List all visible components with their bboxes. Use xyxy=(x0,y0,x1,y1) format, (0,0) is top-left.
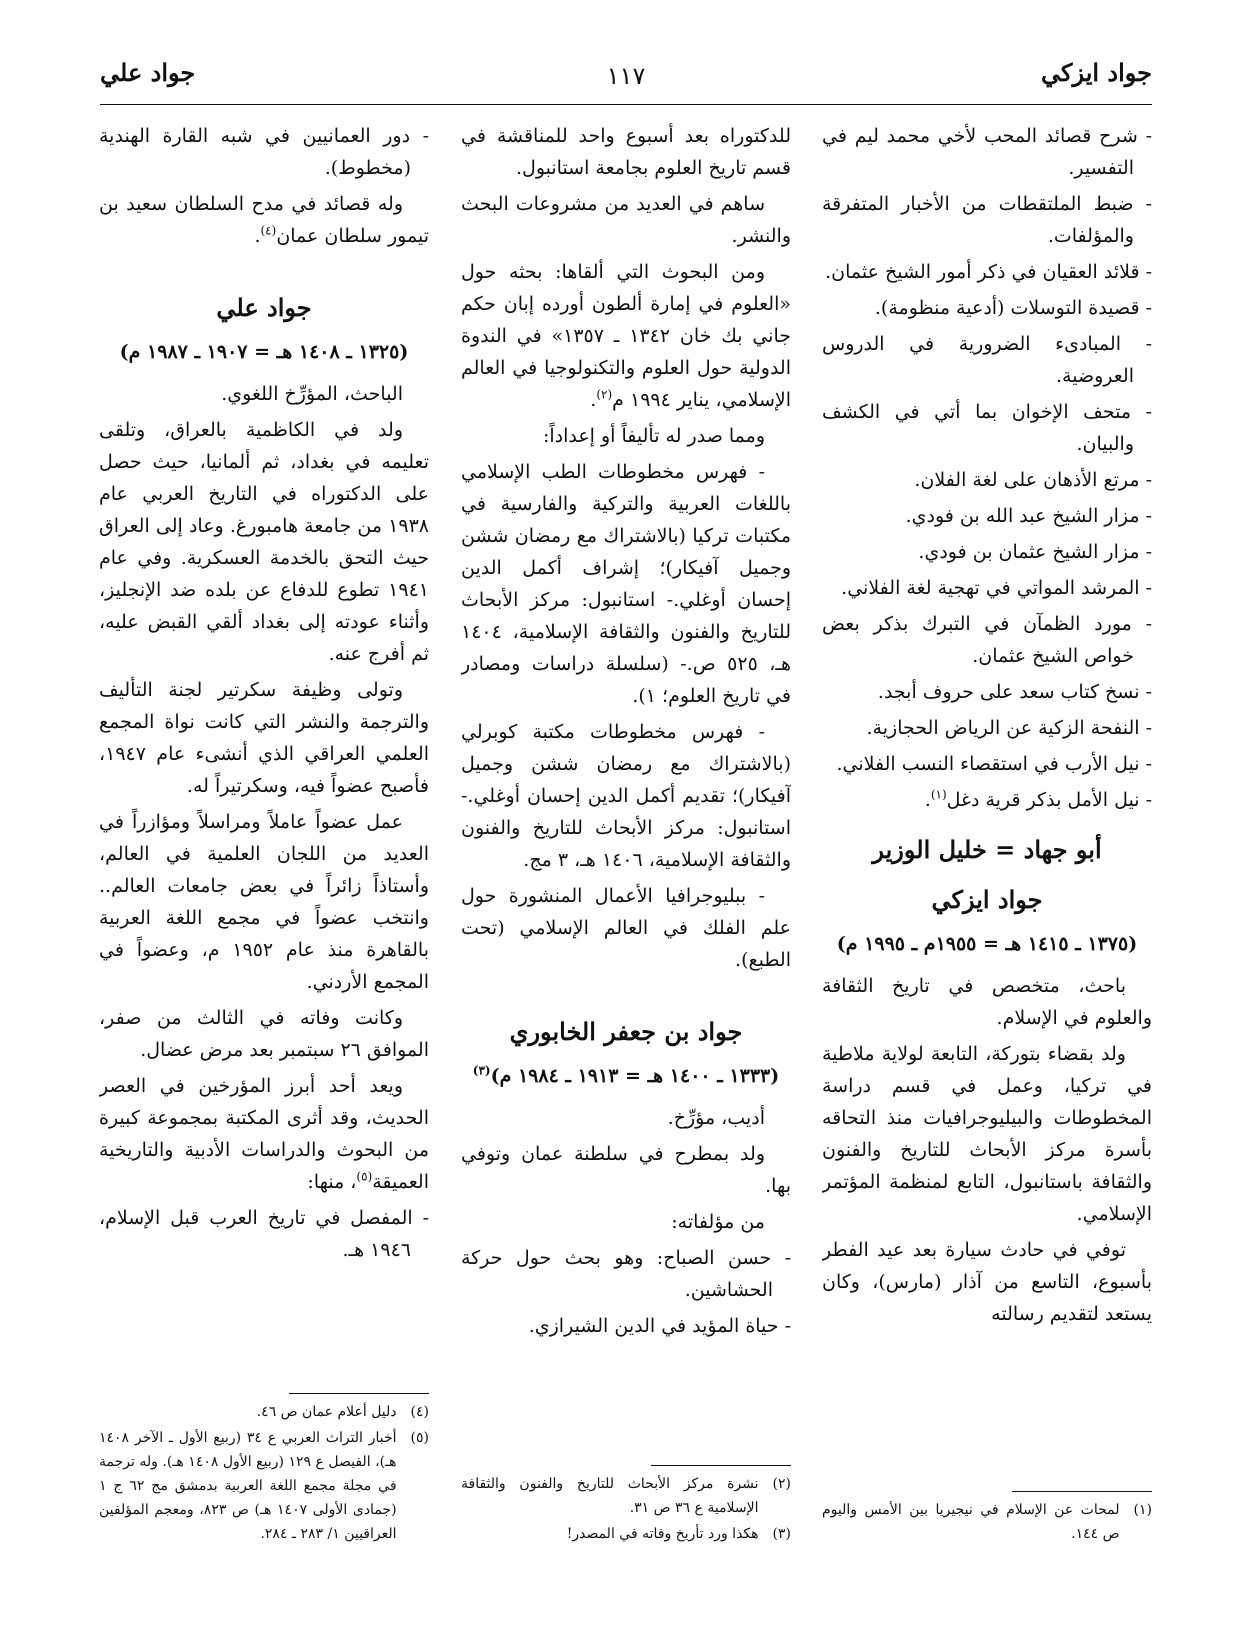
paragraph: عمل عضواً عاملاً ومراسلاً ومؤازراً في العديد من اللجان العلمية في العالم، وأستاذاً زائراً في بعض جامعات العالم.. وانتخب عضواً في مجمع اللغة العربية بالقاهرة منذ عام ١٩٥٢ م، وعضواً في المجمع الأردني. xyxy=(99,811,429,993)
footnote xyxy=(822,1498,1152,1546)
paragraph-text: ويعد أحد أبرز المؤرخين في العصر الحديث، وقد أثرى المكتبة بمجموعة كبيرة من البحوث والدراسات الأدبية والتاريخية العميقة xyxy=(99,1075,429,1193)
column-left xyxy=(99,120,429,1510)
list-item: - حسن الصباح: وهو بحث حول حركة الحشاشين. xyxy=(461,1247,791,1301)
footnote-ref: (١) xyxy=(930,787,947,802)
entry-dates-text: (١٣٣٣ ـ ١٤٠٠ هـ = ١٩١٣ ـ ١٩٨٤ م) xyxy=(490,1065,780,1087)
paragraph-text: ومن البحوث التي ألقاها: بحثه حول «العلوم في إمارة ألطون أورده إبان حكم جاني بك خان ١٣٤٢ ـ ١٣٥٧» في الندوة الدولية حول العلوم والتكنولوجيا في العالم الإسلامي، يناير ١٩٩٤ م xyxy=(461,261,791,411)
entry-heading: جواد بن جعفر الخابوري xyxy=(509,1017,743,1046)
footnote-ref: (٢) xyxy=(596,387,613,402)
paragraph: وتولى وظيفة سكرتير لجنة التأليف والترجمة والنشر التي كانت نواة المجمع العلمي العراقي الذي أنشىء عام ١٩٤٧، فأصبح عضواً فيه، وسكرتيراً له. xyxy=(99,679,429,797)
paragraph-end: . xyxy=(590,389,597,411)
column-right xyxy=(822,120,1152,1510)
entry-heading: جواد ايزكي xyxy=(931,885,1043,914)
page-header xyxy=(100,58,1152,108)
footnote-rule xyxy=(1012,1491,1152,1492)
list-item: - فهرس مخطوطات الطب الإسلامي باللغات العربية والتركية والفارسية في مكتبات تركيا (بالاشتراك مع رمضان ششن وجميل آفيكار)؛ إشراف أكمل الدين إحسان أوغلي.- استانبول: مركز الأبحاث للتاريخ والفنون والثقافة الإسلامية، ١٤٠٤ هـ، ٥٢٥ ص.- (سلسلة دراسات ومصادر في تاريخ العلوم؛ ١). xyxy=(461,461,791,707)
paragraph: ومما صدر له تأليفاً أو إعداداً: xyxy=(542,425,765,447)
list-item: - نسخ كتاب سعد على حروف أبجد. xyxy=(877,681,1152,703)
entry-heading: جواد علي xyxy=(216,293,312,322)
footnote-number: (٤) xyxy=(410,1404,429,1420)
paragraph: للدكتوراه بعد أسبوع واحد للمناقشة في قسم تاريخ العلوم بجامعة استانبول. xyxy=(461,125,791,179)
list-item: - دور العمانيين في شبه القارة الهندية (مخطوط). xyxy=(99,125,429,179)
footnote-ref: (٤) xyxy=(260,223,277,238)
list-item xyxy=(822,784,1152,816)
paragraph-end: . xyxy=(254,225,261,247)
paragraph xyxy=(99,188,429,252)
paragraph xyxy=(99,1070,429,1198)
footnotes-left xyxy=(99,1393,429,1548)
footnotes-middle xyxy=(461,1465,791,1548)
entry-dates xyxy=(461,1060,791,1092)
paragraph: ساهم في العديد من مشروعات البحث والنشر. xyxy=(461,193,791,247)
running-head-right: جواد ايزكي xyxy=(1041,58,1152,87)
footnote xyxy=(461,1522,791,1546)
list-item: - نيل الأرب في استقصاء النسب الفلاني. xyxy=(836,753,1152,775)
header-rule xyxy=(100,104,1152,105)
paragraph: وكانت وفاته في الثالث من صفر، الموافق ٢٦ سبتمبر بعد مرض عضال. xyxy=(99,1007,429,1061)
footnote-ref: (٥) xyxy=(356,1169,373,1184)
paragraph-text: وله قصائد في مدح السلطان سعيد بن تيمور سلطان عمان xyxy=(99,193,429,247)
paragraph: ولد بمطرح في سلطنة عمان وتوفي بها. xyxy=(461,1143,791,1197)
list-item: - قلائد العقيان في ذكر أمور الشيخ عثمان. xyxy=(825,261,1152,283)
footnote-number: (١) xyxy=(1133,1502,1152,1518)
list-item-end: . xyxy=(924,789,931,811)
list-item: - مزار الشيخ عثمان بن فودي. xyxy=(918,541,1152,563)
paragraph: أديب، مؤرِّخ. xyxy=(667,1107,765,1129)
paragraph: توفي في حادث سيارة بعد عيد الفطر بأسبوع، التاسع من آذار (مارس)، وكان يستعد لتقديم رسالته xyxy=(822,1239,1152,1325)
footnote-ref: (٣) xyxy=(472,1063,491,1078)
list-item: - شرح قصائد المحب لأخي محمد ليم في التفسير. xyxy=(822,125,1152,179)
footnote-rule xyxy=(289,1393,429,1394)
running-head-left: جواد علي xyxy=(100,58,196,87)
footnote xyxy=(99,1426,429,1546)
paragraph xyxy=(461,256,791,416)
footnote xyxy=(99,1400,429,1424)
paragraph: ولد في الكاظمية بالعراق، وتلقى تعليمه في بغداد، ثم ألمانيا، حيث حصل على الدكتوراه في التاريخ العربي عام ١٩٣٨ من جامعة هامبورغ. وعاد إلى العراق حيث التحق بالخدمة العسكرية. وفي عام ١٩٤١ تطوع للدفاع عن بلده ضد الإنجليز، وأثناء عودته إلى بغداد ألقي القبض عليه، ثم أفرج عنه. xyxy=(99,419,429,665)
list-item: - المرشد المواتي في تهجية لغة الفلاني. xyxy=(841,577,1152,599)
entry-dates: (١٣٧٥ ـ ١٤١٥ هـ = ١٩٥٥م ـ ١٩٩٥ م) xyxy=(836,933,1138,955)
paragraph: باحث، متخصص في تاريخ الثقافة والعلوم في الإسلام. xyxy=(822,975,1152,1029)
list-item: - النفحة الزكية عن الرياض الحجازية. xyxy=(866,717,1152,739)
list-item-text: - نيل الأمل بذكر قرية دغل xyxy=(946,789,1152,811)
footnote-text: نشرة مركز الأبحاث للتاريخ والفنون والثقافة الإسلامية ع ٣٦ ص ٣١. xyxy=(461,1476,759,1516)
list-item: - ببليوجرافيا الأعمال المنشورة حول علم الفلك في العالم الإسلامي (تحت الطبع). xyxy=(461,885,791,971)
paragraph-end: ، منها: xyxy=(307,1171,357,1193)
list-item: - فهرس مخطوطات مكتبة كوبرلي (بالاشتراك مع رمضان ششن وجميل آفيكار)؛ تقديم أكمل الدين إحسان أوغلي.- استانبول: مركز الأبحاث للتاريخ والفنون والثقافة الإسلامية، ١٤٠٦ هـ، ٣ مج. xyxy=(461,721,791,871)
page-number: ١١٧ xyxy=(606,62,646,90)
list-item: - ضبط الملتقطات من الأخبار المتفرقة والمؤلفات. xyxy=(822,193,1152,247)
list-item: - مرتع الأذهان على لغة الفلان. xyxy=(914,469,1152,491)
cross-reference-heading: أبو جهاد = خليل الوزير xyxy=(872,835,1102,864)
column-middle xyxy=(461,120,791,1510)
footnote-text: أخبار التراث العربي ع ٣٤ (ربيع الأول ـ الآخر ١٤٠٨ هـ)، الفيصل ع ١٢٩ (ربيع الأول ١٤٠٨ هـ). وله ترجمة في مجلة مجمع اللغة العربية بدمشق مج ٦٢ ج ١ (جمادى الأولى ١٤٠٧ هـ) ص ٨٢٣، ومعجم المؤلفين العراقيين ١/ ٢٨٣ ـ ٢٨٤. xyxy=(99,1430,397,1542)
footnote-number: (٣) xyxy=(772,1526,791,1542)
paragraph: من مؤلفاته: xyxy=(671,1211,765,1233)
footnote-text: هكذا ورد تأريخ وفاته في المصدر! xyxy=(566,1526,759,1542)
paragraph: ولد بقضاء بتوركة، التابعة لولاية ملاطية في تركيا، وعمل في قسم دراسة المخطوطات والبيليوجرافيات منذ التحاقه بأسرة مركز الأبحاث للتاريخ والفنون والثقافة باستانبول، التابع لمنظمة المؤتمر الإسلامي. xyxy=(822,1043,1152,1225)
list-item: - المفصل في تاريخ العرب قبل الإسلام، ١٩٤٦ هـ. xyxy=(99,1207,429,1261)
entry-dates: (١٣٢٥ ـ ١٤٠٨ هـ = ١٩٠٧ ـ ١٩٨٧ م) xyxy=(119,341,409,363)
paragraph: الباحث، المؤرِّخ اللغوي. xyxy=(221,383,403,405)
footnote-number: (٥) xyxy=(410,1430,429,1446)
footnotes-right xyxy=(822,1491,1152,1548)
list-item: - المبادىء الضرورية في الدروس العروضية. xyxy=(822,333,1152,387)
list-item: - حياة المؤيد في الدين الشيرازي. xyxy=(528,1315,791,1337)
list-item: - مزار الشيخ عبد الله بن فودي. xyxy=(905,505,1152,527)
footnote-number: (٢) xyxy=(772,1476,791,1492)
list-item: - مورد الظمآن في التبرك بذكر بعض خواص الشيخ عثمان. xyxy=(822,613,1152,667)
list-item: - متحف الإخوان بما أتي في الكشف والبيان. xyxy=(822,401,1152,455)
footnote-rule xyxy=(651,1465,791,1466)
list-item: - قصيدة التوسلات (أدعية منظومة). xyxy=(874,297,1152,319)
footnote xyxy=(461,1472,791,1520)
footnote-text: دليل أعلام عمان ص ٤٦. xyxy=(256,1404,397,1420)
footnote-text: لمحات عن الإسلام في نيجيريا بين الأمس واليوم ص ١٤٤. xyxy=(822,1502,1120,1542)
